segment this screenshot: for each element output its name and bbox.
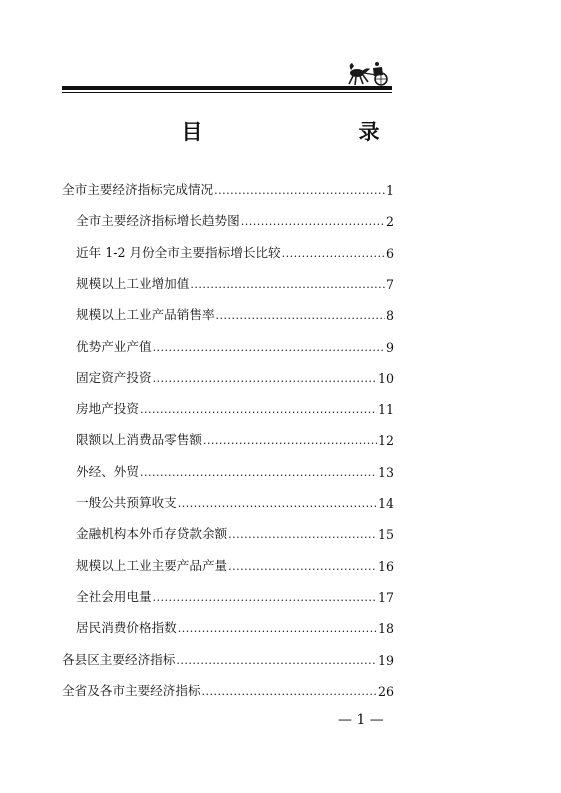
toc-entry-page: 8 <box>385 308 394 324</box>
toc-dot-leader <box>153 340 385 355</box>
toc-entry[interactable] <box>62 679 394 699</box>
page-title: 目 录 <box>181 119 418 144</box>
toc-dot-leader <box>140 402 377 417</box>
toc-dot-leader <box>178 496 377 511</box>
toc-entry[interactable] <box>76 303 394 323</box>
toc-entry[interactable] <box>76 272 394 292</box>
toc-entry-page: 11 <box>377 402 394 418</box>
toc-entry[interactable] <box>76 241 394 261</box>
toc-entry[interactable] <box>76 335 394 355</box>
toc-entry-label: 规模以上工业主要产品产量 <box>76 557 228 573</box>
toc-entry-page: 6 <box>385 245 394 261</box>
toc-dot-leader <box>241 214 385 229</box>
toc-entry-page: 19 <box>377 652 394 668</box>
toc-entry-page: 16 <box>377 558 394 574</box>
toc-dot-leader <box>203 433 377 448</box>
toc-entry[interactable] <box>76 554 394 574</box>
toc-entry-label: 各县区主要经济指标 <box>62 651 176 667</box>
toc-entry-label: 全市主要经济指标完成情况 <box>62 182 214 197</box>
toc-entry-page: 1 <box>385 183 394 198</box>
toc-entry-label: 近年 1-2 月份全市主要指标增长比较 <box>76 244 281 260</box>
toc-entry[interactable] <box>76 585 394 605</box>
toc-entry-page: 12 <box>377 433 394 449</box>
toc-dot-leader <box>153 590 377 605</box>
toc-entry-label: 固定资产投资 <box>76 369 152 385</box>
toc-entry-label: 全省及各市主要经济指标 <box>62 682 201 698</box>
toc-dot-leader <box>228 527 377 542</box>
toc-dot-leader <box>282 246 385 261</box>
toc-entry[interactable] <box>76 460 394 480</box>
toc-dot-leader <box>140 465 377 480</box>
toc-entry-label: 金融机构本外币存贷款余额 <box>76 526 228 542</box>
toc-entry-page: 17 <box>377 589 394 605</box>
toc-entry-label: 规模以上工业增加值 <box>76 275 190 291</box>
toc-entry-label: 限额以上消费品零售额 <box>76 432 202 448</box>
toc-dot-leader <box>214 183 385 198</box>
toc-entry[interactable] <box>62 178 394 198</box>
toc-dot-leader <box>153 371 377 386</box>
toc-entry-page: 15 <box>377 527 394 543</box>
header-rule-thin <box>62 92 392 93</box>
toc-entry-label: 全社会用电量 <box>76 588 152 604</box>
toc-entry[interactable] <box>76 397 394 417</box>
toc-entry[interactable] <box>76 428 394 448</box>
toc-entry-page: 18 <box>377 621 394 637</box>
toc-dot-leader <box>190 277 385 292</box>
toc-entry-label: 一般公共预算收支 <box>76 495 177 510</box>
toc-entry[interactable] <box>76 616 394 636</box>
toc-entry-page: 9 <box>385 339 394 355</box>
toc-entry-page: 13 <box>377 464 394 480</box>
toc-dot-leader <box>228 559 377 574</box>
toc-entry-page: 2 <box>385 214 394 230</box>
toc-entry-page: 26 <box>377 683 394 699</box>
toc-entry-page: 7 <box>385 276 394 292</box>
toc-dot-leader <box>176 653 377 668</box>
toc-entry[interactable] <box>76 522 394 542</box>
toc-entry-label: 居民消费价格指数 <box>76 620 177 636</box>
toc-entry[interactable] <box>76 366 394 386</box>
toc-dot-leader <box>178 621 377 636</box>
toc-dot-leader <box>202 684 377 699</box>
toc-entry-page: 14 <box>377 496 394 511</box>
toc-entry[interactable] <box>76 491 394 511</box>
header-rule-thick <box>62 86 392 90</box>
toc-entry-label: 全市主要经济指标增长趋势图 <box>76 213 240 229</box>
page-number: — 1 — <box>338 712 384 728</box>
toc-entry-label: 房地产投资 <box>76 401 139 417</box>
toc-entry-label: 外经、外贸 <box>76 463 139 479</box>
toc-dot-leader <box>216 308 385 323</box>
toc-entry-label: 规模以上工业产品销售率 <box>76 307 215 323</box>
toc-entry-label: 优势产业产值 <box>76 338 152 354</box>
horse-chariot-logo-icon <box>346 58 392 88</box>
toc-entry[interactable] <box>62 648 394 668</box>
toc-entry[interactable] <box>76 209 394 229</box>
toc-entry-page: 10 <box>377 370 394 386</box>
